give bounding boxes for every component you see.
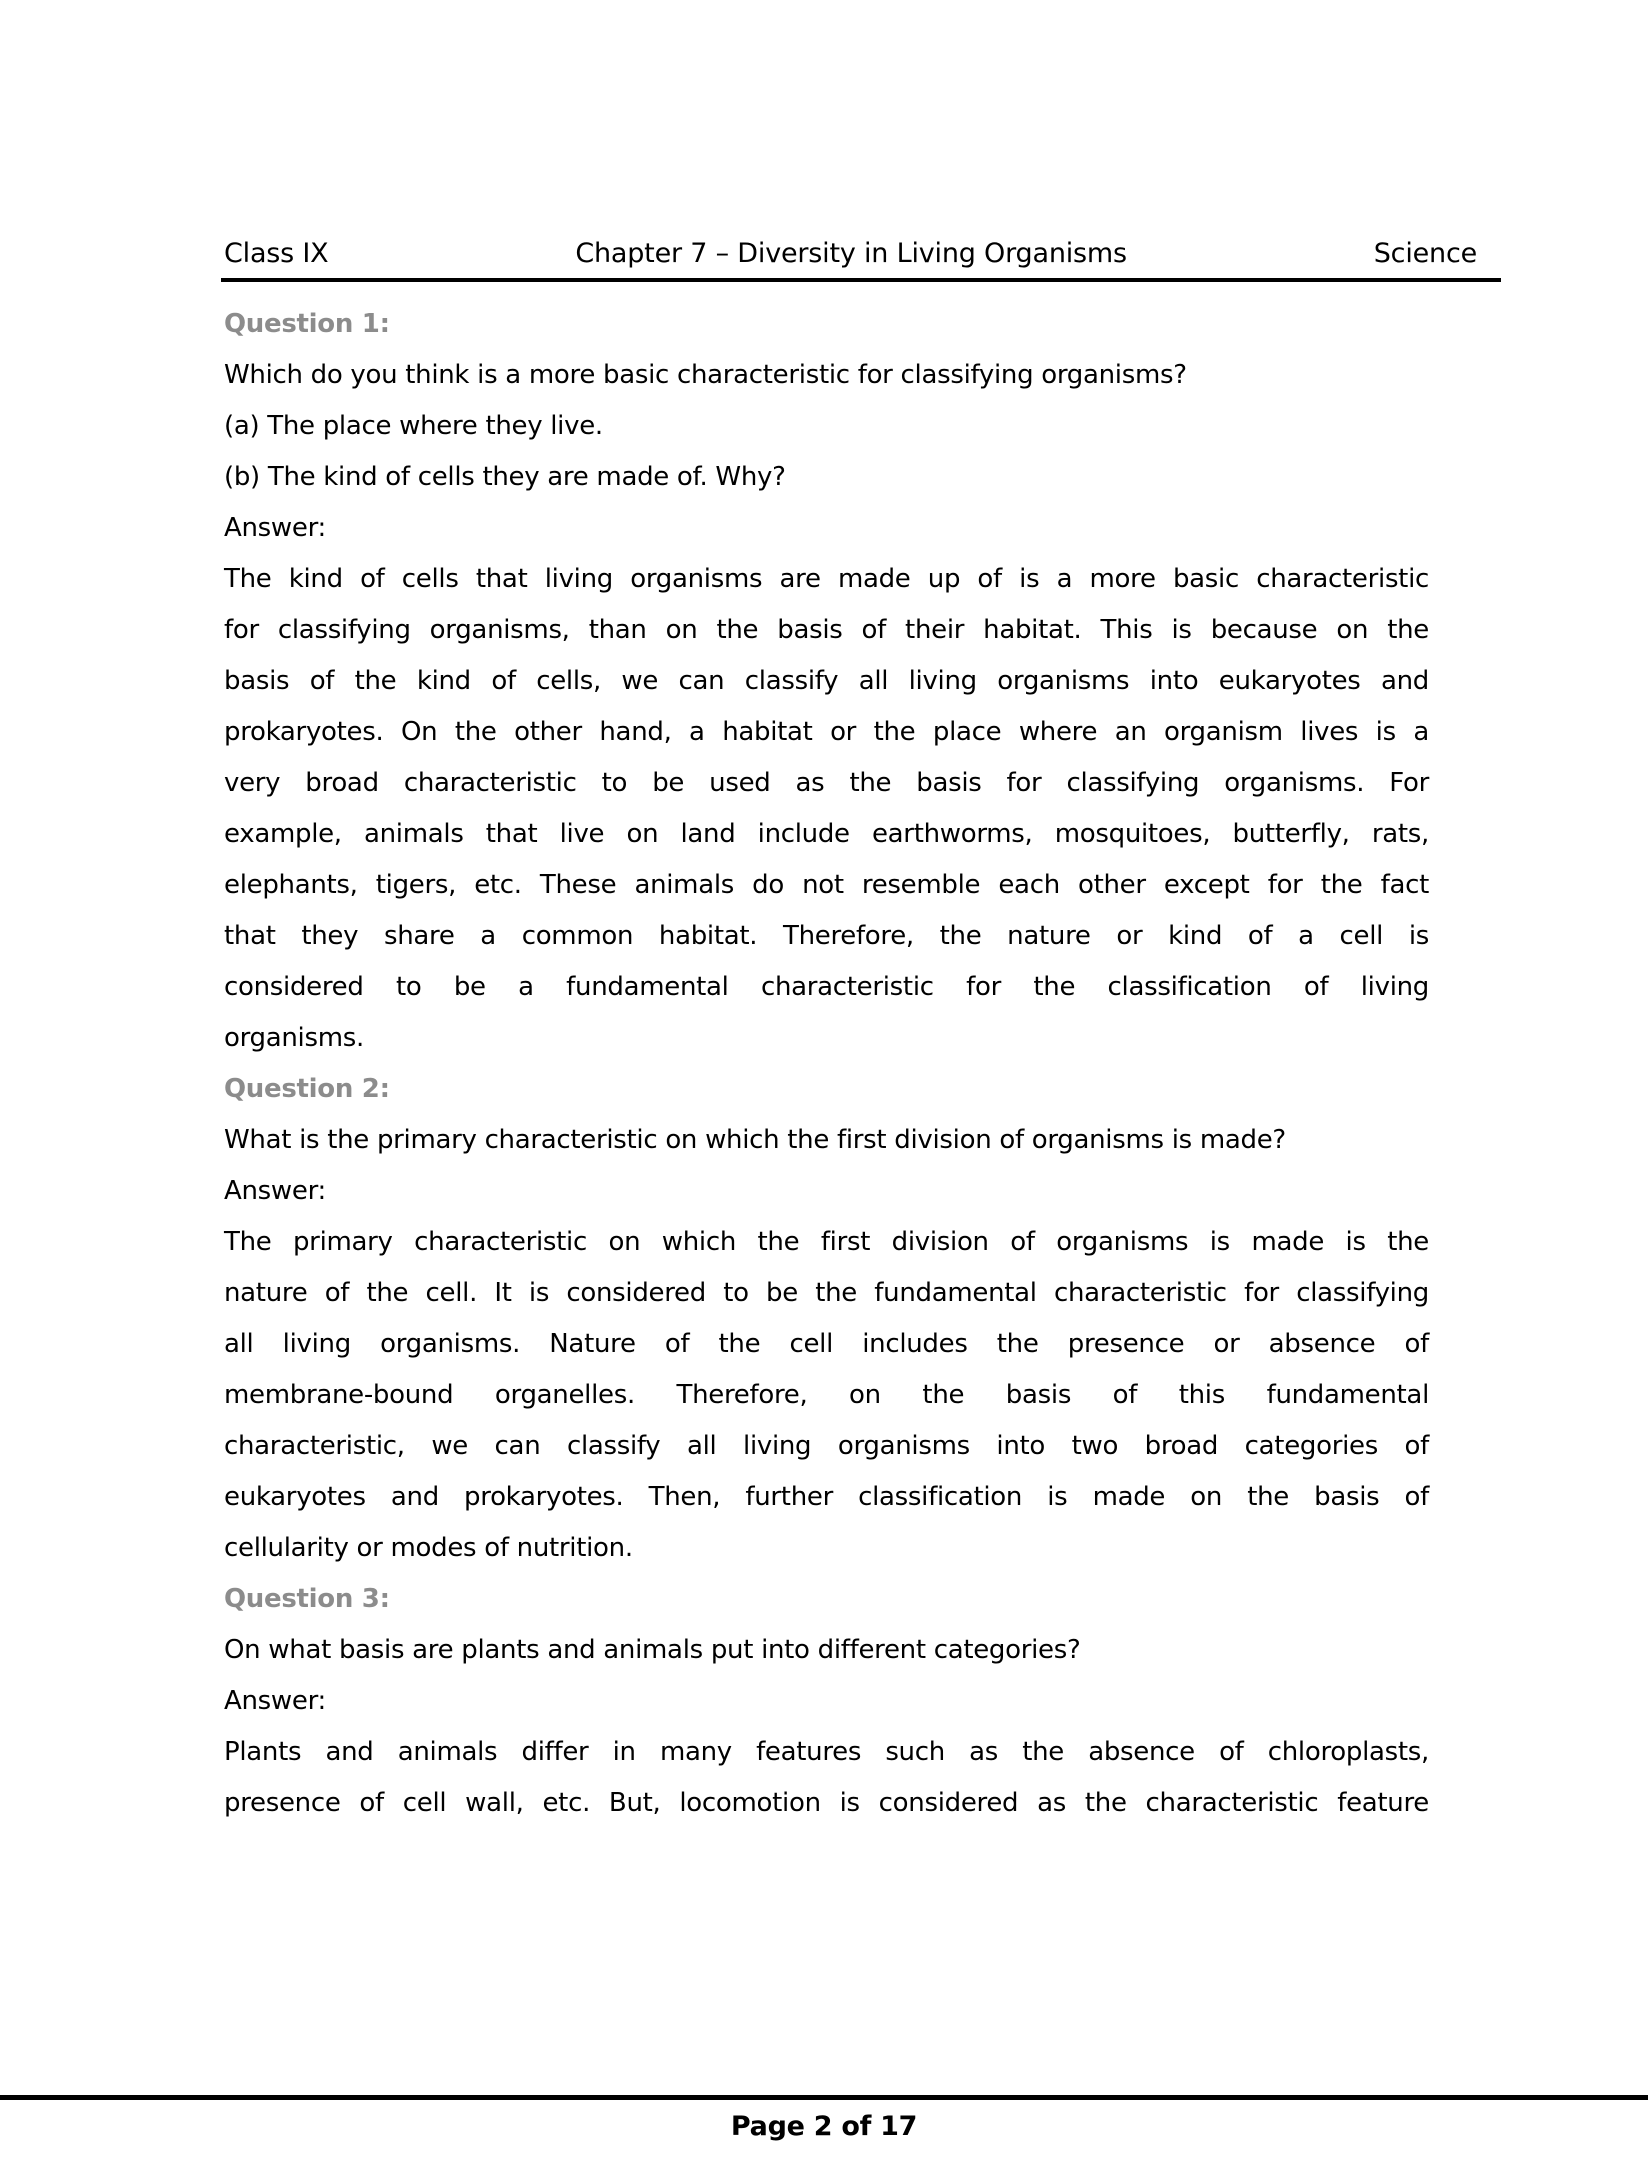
page-number-label: Page 2 of 17 — [730, 2111, 918, 2142]
body-line: Answer: — [224, 513, 326, 543]
body-line: eukaryotes and prokaryotes. Then, further classification is made on the basis of — [224, 1482, 1429, 1512]
body-line: example, animals that live on land include earthworms, mosquitoes, butterfly, rats, — [224, 819, 1429, 849]
body-line: for classifying organisms, than on the basis of their habitat. This is because on the — [224, 615, 1429, 645]
body-line: very broad characteristic to be used as the basis for classifying organisms. For — [224, 768, 1429, 798]
body-line: The kind of cells that living organisms are made up of is a more basic characteristic — [224, 564, 1429, 594]
question-label: Question 2: — [224, 1074, 390, 1104]
body-line: that they share a common habitat. Therefore, the nature or kind of a cell is — [224, 921, 1429, 951]
page-footer — [0, 2095, 1648, 2142]
body-line: On what basis are plants and animals put into different categories? — [224, 1635, 1081, 1665]
question-label: Question 1: — [224, 309, 390, 339]
body-line: (b) The kind of cells they are made of. Why? — [224, 462, 786, 492]
body-line: presence of cell wall, etc. But, locomotion is considered as the characteristic feature — [224, 1788, 1429, 1818]
page-header — [221, 238, 1501, 282]
body-line: The primary characteristic on which the first division of organisms is made is the — [224, 1227, 1429, 1257]
body-line: nature of the cell. It is considered to be the fundamental characteristic for classifying — [224, 1278, 1429, 1308]
body-line: Answer: — [224, 1176, 326, 1206]
body-line: Which do you think is a more basic characteristic for classifying organisms? — [224, 360, 1187, 390]
body-line: (a) The place where they live. — [224, 411, 603, 441]
body-line: considered to be a fundamental characteristic for the classification of living — [224, 972, 1429, 1002]
body-line: characteristic, we can classify all living organisms into two broad categories of — [224, 1431, 1429, 1461]
body-line: Plants and animals differ in many features such as the absence of chloroplasts, — [224, 1737, 1429, 1767]
header-class-label: Class IX — [224, 238, 329, 269]
body-line: cellularity or modes of nutrition. — [224, 1533, 633, 1563]
body-line: all living organisms. Nature of the cell includes the presence or absence of — [224, 1329, 1429, 1359]
document-page — [0, 238, 1648, 2171]
body-line: basis of the kind of cells, we can classify all living organisms into eukaryotes and — [224, 666, 1429, 696]
body-line: organisms. — [224, 1023, 364, 1053]
header-subject-label: Science — [1373, 238, 1477, 269]
body-line: What is the primary characteristic on which the first division of organisms is made? — [224, 1125, 1286, 1155]
document-body — [224, 299, 1429, 1829]
body-line: Answer: — [224, 1686, 326, 1716]
body-line: elephants, tigers, etc. These animals do not resemble each other except for the fact — [224, 870, 1429, 900]
header-chapter-title: Chapter 7 – Diversity in Living Organisms — [575, 238, 1127, 269]
body-line: prokaryotes. On the other hand, a habitat or the place where an organism lives is a — [224, 717, 1429, 747]
question-label: Question 3: — [224, 1584, 390, 1614]
body-line: membrane-bound organelles. Therefore, on the basis of this fundamental — [224, 1380, 1429, 1410]
